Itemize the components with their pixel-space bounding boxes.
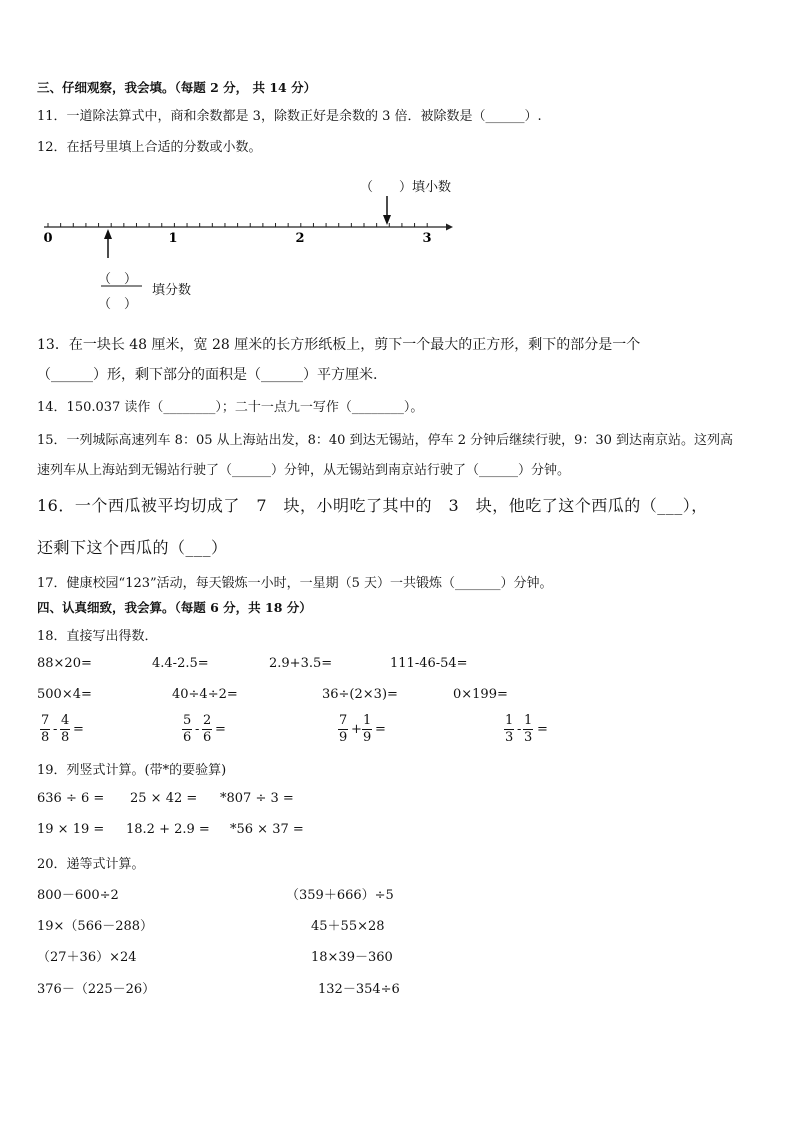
q19-item-2: 25 × 42 = — [130, 791, 198, 806]
fraction: $\frac{1}{3}$ — [524, 713, 533, 745]
q18-item-2: 4.4-2.5= — [152, 656, 209, 671]
tick-label-3: 3 — [422, 231, 432, 246]
q20-right-3: 18×39－360 — [311, 950, 393, 965]
fraction-arrowhead — [104, 229, 112, 239]
q20-left-1: 800－600÷2 — [37, 888, 119, 903]
fraction-label: 填分数 — [152, 283, 192, 298]
question-18: 18．直接写出得数． — [37, 629, 158, 644]
tick-label-1: 1 — [168, 231, 178, 246]
fraction-denominator-blank: （ ） — [98, 297, 138, 312]
q19-item-3: *807 ÷ 3 = — [220, 791, 294, 806]
q20-left-3: （27＋36）×24 — [37, 950, 137, 965]
question-16-line-1: 16．一个西瓜被平均切成了 7 块，小明吃了其中的 3 块，他吃了这个西瓜的（___）， — [37, 496, 708, 515]
question-11: 11．一道除法算式中，商和余数都是 3，除数正好是余数的 3 倍．被除数是（______）. — [37, 109, 542, 124]
fraction: $\frac{1}{9}$ — [363, 713, 372, 745]
q20-right-2: 45＋55×28 — [311, 919, 385, 934]
tick-label-2: 2 — [295, 231, 305, 246]
question-13-line-1: 13．在一块长 48 厘米，宽 28 厘米的长方形纸板上，剪下一个最大的正方形，剩下的部分是一个 — [37, 337, 641, 353]
number-line-arrowhead — [446, 224, 453, 231]
q20-left-2: 19×（566－288） — [37, 919, 154, 934]
decimal-label: （ ）填小数 — [360, 180, 452, 195]
section-3-title: 三、仔细观察，我会填。（每题 2 分， 共 14 分） — [37, 80, 317, 95]
q19-item-4: 19 × 19 = — [37, 822, 105, 837]
q18-item-7: 36÷(2×3)= — [322, 687, 398, 702]
fraction: $\frac{4}{8}$ — [61, 713, 70, 745]
q18-item-3: 2.9+3.5= — [269, 656, 333, 671]
q20-right-1: （359＋666）÷5 — [286, 888, 394, 903]
question-14: 14．150.037 读作（________）；二十一点九一写作（________）。 — [37, 400, 424, 415]
q18-item-4: 111-46-54= — [390, 656, 468, 671]
q18-item-6: 40÷4÷2= — [172, 687, 238, 702]
question-15-line-2: 速列车从上海站到无锡站行驶了（______）分钟，从无锡站到南京站行驶了（______）分钟。 — [37, 463, 571, 478]
fraction: $\frac{1}{3}$ — [505, 713, 514, 745]
question-20: 20．递等式计算。 — [37, 857, 145, 872]
question-19: 19．列竖式计算。(带*的要验算) — [37, 763, 227, 778]
fraction: $\frac{2}{6}$ — [203, 713, 212, 745]
tick-label-0: 0 — [43, 231, 53, 246]
fraction: $\frac{5}{6}$ — [183, 713, 192, 745]
question-12: 12．在括号里填上合适的分数或小数。 — [37, 140, 262, 155]
question-13-line-2: （______）形，剩下部分的面积是（______）平方厘米. — [37, 367, 378, 383]
fraction: $\frac{7}{9}$ — [339, 713, 348, 745]
q18-item-5: 500×4= — [37, 687, 92, 702]
q18-item-1: 88×20= — [37, 656, 92, 671]
q19-item-5: 18.2 + 2.9 = — [126, 822, 210, 837]
decimal-arrowhead — [383, 215, 391, 225]
fraction: $\frac{7}{8}$ — [41, 713, 50, 745]
q20-left-4: 376－（225－26） — [37, 982, 156, 997]
fraction-numerator-blank: （ ） — [98, 272, 138, 287]
section-4-title: 四、认真细致，我会算。（每题 6 分，共 18 分） — [37, 600, 312, 615]
q20-right-4: 132－354÷6 — [318, 982, 400, 997]
q19-item-6: *56 × 37 = — [230, 822, 304, 837]
q18-item-8: 0×199= — [453, 687, 508, 702]
question-17: 17．健康校园“123”活动，每天锻炼一小时，一星期（5 天）一共锻炼（_______）分钟。 — [37, 576, 553, 591]
question-15-line-1: 15．一列城际高速列车 8：05 从上海站出发，8：40 到达无锡站，停车 2 分钟后继续行驶，9：30 到达南京站。这列高 — [37, 433, 734, 448]
q19-item-1: 636 ÷ 6 = — [37, 791, 105, 806]
question-16-line-2: 还剩下这个西瓜的（___） — [37, 538, 228, 557]
